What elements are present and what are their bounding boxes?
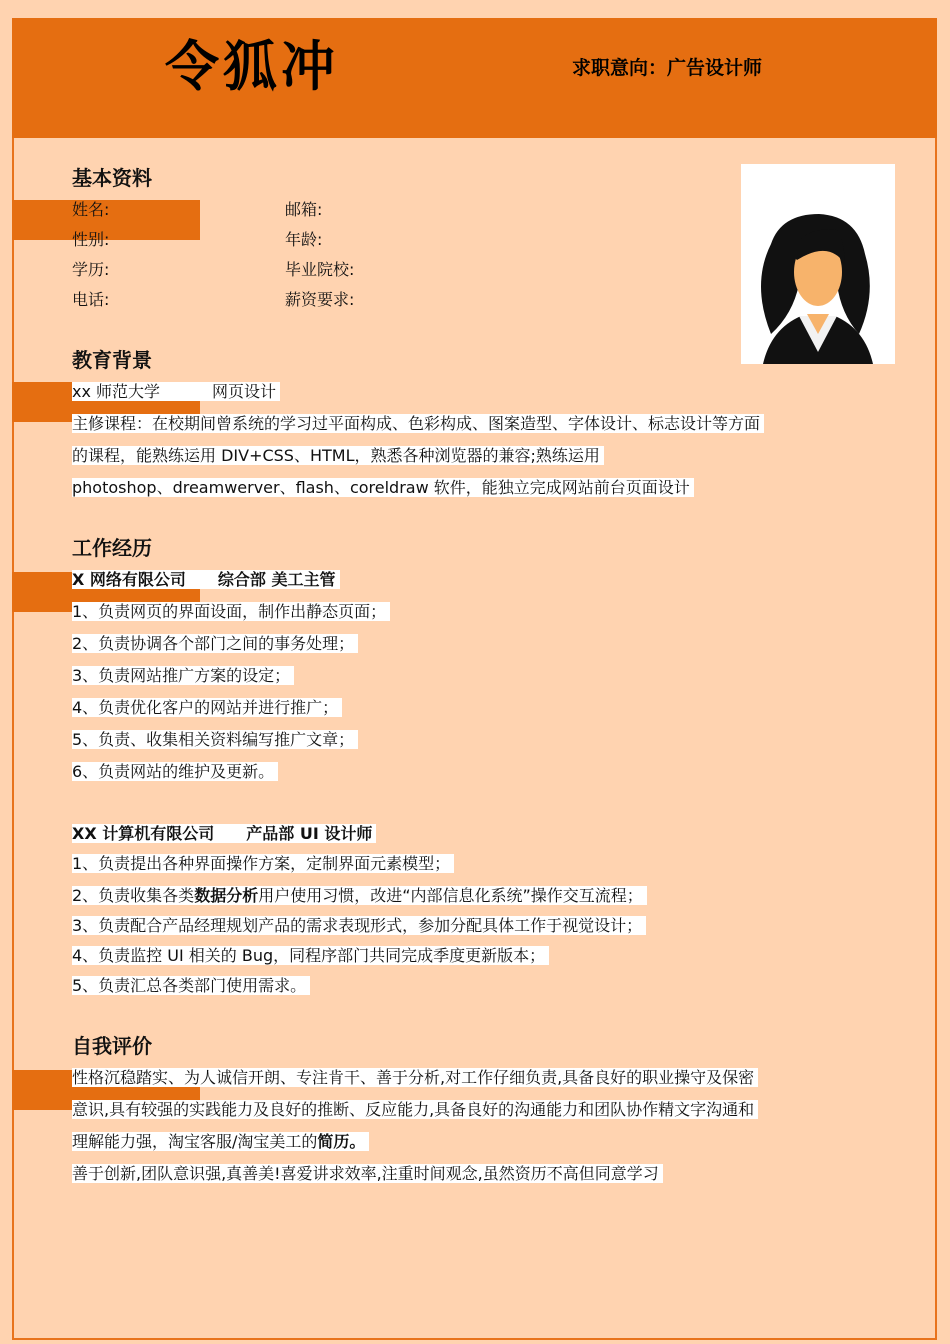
candidate-name: 令狐冲 (165, 35, 339, 98)
degree-label: 学历: (72, 260, 110, 279)
job1-item: 1、负责网页的界面设面，制作出静态页面； (72, 600, 390, 624)
school-label: 毕业院校: (285, 260, 355, 279)
self-line: 理解能力强，淘宝客服/淘宝美工的简历。 (72, 1130, 369, 1154)
job1-role: 综合部 美工主管 (190, 570, 340, 589)
phone-label: 电话: (72, 290, 110, 309)
age-label: 年龄: (285, 230, 323, 249)
job2-item: 1、负责提出各种界面操作方案，定制界面元素模型； (72, 852, 454, 876)
job1-header (72, 568, 340, 592)
job2-company: XX 计算机有限公司 (72, 824, 218, 843)
education-line: 主修课程：在校期间曾系统的学习过平面构成、色彩构成、图案造型、字体设计、标志设计等方面 (72, 412, 764, 436)
section-title-basic: 基本资料 (72, 166, 152, 190)
job2-header (72, 822, 376, 846)
email-label: 邮箱: (285, 200, 323, 219)
job2-item: 4、负责监控 UI 相关的 Bug，同程序部门共同完成季度更新版本； (72, 944, 549, 968)
header-band (12, 18, 937, 138)
self-line: 意识,具有较强的实践能力及良好的推断、反应能力,具备良好的沟通能力和团队协作精文字沟通和 (72, 1098, 758, 1122)
education-line: photoshop、dreamwerver、flash、coreldraw 软件，能独立完成网站前台页面设计 (72, 476, 694, 500)
profile-photo (741, 164, 895, 364)
section-title-education: 教育背景 (72, 348, 152, 372)
job2-role: 产品部 UI 设计师 (218, 824, 376, 843)
job1-item: 5、负责、收集相关资料编写推广文章； (72, 728, 358, 752)
job1-item: 2、负责协调各个部门之间的事务处理； (72, 632, 358, 656)
job-intent: 求职意向：广告设计师 (572, 57, 763, 79)
self-line: 善于创新,团队意识强,真善美!喜爱讲求效率,注重时间观念,虽然资历不高但同意学习 (72, 1162, 663, 1186)
job1-item: 4、负责优化客户的网站并进行推广； (72, 696, 342, 720)
job1-item: 3、负责网站推广方案的设定； (72, 664, 294, 688)
job1-item: 6、负责网站的维护及更新。 (72, 760, 278, 784)
section-title-self: 自我评价 (72, 1034, 152, 1058)
job2-item: 5、负责汇总各类部门使用需求。 (72, 974, 310, 998)
avatar-illustration (741, 164, 895, 364)
name-label: 姓名: (72, 200, 110, 219)
school-name: xx 师范大学 (72, 382, 164, 401)
job1-company: X 网络有限公司 (72, 570, 190, 589)
self-line: 性格沉稳踏实、为人诚信开朗、专注肯干、善于分析,对工作仔细负责,具备良好的职业操守及保密 (72, 1066, 758, 1090)
salary-label: 薪资要求: (285, 290, 355, 309)
job2-item: 3、负责配合产品经理规划产品的需求表现形式，参加分配具体工作于视觉设计； (72, 914, 646, 938)
section-title-work: 工作经历 (72, 536, 152, 560)
education-line: 的课程，能熟练运用 DIV+CSS、HTML，熟悉各种浏览器的兼容;熟练运用 (72, 444, 604, 468)
major-name: 网页设计 (164, 382, 280, 401)
gender-label: 性别: (72, 230, 110, 249)
education-header-line (72, 380, 280, 404)
job2-item: 2、负责收集各类数据分析用户使用习惯，改进“内部信息化系统”操作交互流程； (72, 884, 647, 908)
